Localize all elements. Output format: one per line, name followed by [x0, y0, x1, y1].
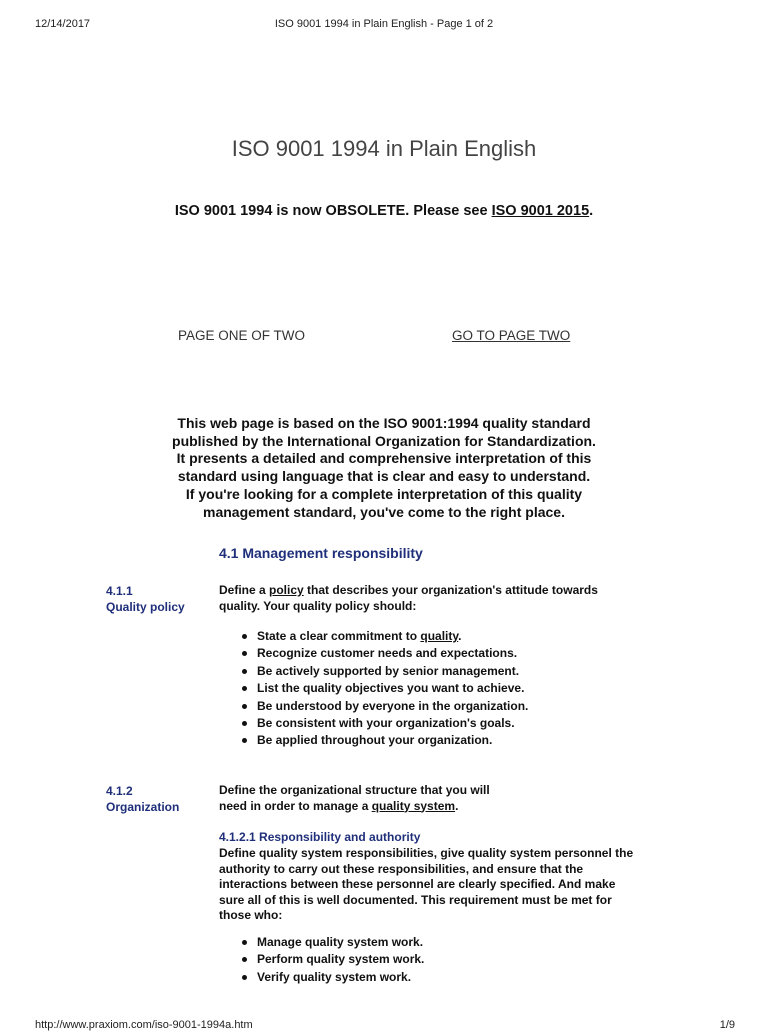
responsibility-list: [240, 934, 424, 986]
intro-line: This web page is based on the ISO 9001:1994 quality standard: [177, 415, 591, 431]
intro-paragraph: [134, 415, 634, 521]
quality-policy-list: [240, 628, 528, 750]
clause-text: .: [455, 798, 459, 813]
clause-text: Define the organizational structure that you will need in order to manage a: [219, 783, 490, 813]
clause-number: 4.1.1: [106, 584, 133, 598]
obsolete-notice-end: .: [589, 203, 594, 219]
intro-line: management standard, you've come to the right place.: [203, 503, 565, 520]
print-title: ISO 9001 1994 in Plain English - Page 1 of 2: [274, 18, 494, 30]
clause-name: Organization: [106, 800, 180, 814]
list-item: Be consistent with your organization's goals.: [240, 715, 528, 732]
quality-link[interactable]: quality: [420, 629, 459, 643]
go-to-page-two-link[interactable]: GO TO PAGE TWO: [452, 328, 571, 343]
list-item: List the quality objectives you want to achieve.: [240, 680, 528, 697]
quality-system-link[interactable]: quality system: [371, 798, 456, 813]
list-item-text: State a clear commitment to: [257, 629, 421, 643]
intro-line: It presents a detailed and comprehensive interpretation of this: [176, 450, 592, 467]
obsolete-notice-text: ISO 9001 1994 is now OBSOLETE. Please see: [174, 203, 492, 219]
clause-4-1-2-label: [106, 783, 179, 815]
list-item: Manage quality system work.: [240, 934, 424, 951]
section-heading: 4.1 Management responsibility: [219, 545, 423, 561]
list-item: Be applied throughout your organization.: [240, 732, 528, 749]
list-item: Perform quality system work.: [240, 951, 424, 968]
clause-4-1-1-label: [106, 583, 185, 615]
list-item-end: .: [458, 629, 462, 643]
intro-line: If you're looking for a complete interpretation of this quality: [185, 485, 583, 502]
policy-link[interactable]: policy: [269, 583, 304, 597]
subclause-heading: 4.1.2.1 Responsibility and authority: [219, 830, 421, 844]
intro-line: published by the International Organization for Standardization.: [172, 432, 596, 449]
list-item: Be understood by everyone in the organization.: [240, 698, 528, 715]
iso-9001-2015-link[interactable]: ISO 9001 2015: [491, 203, 590, 219]
clause-text: that describes your organization's attitude towards quality. Your quality policy should:: [219, 583, 598, 613]
clause-4-1-1-text: [219, 583, 639, 614]
clause-text: Define a: [219, 583, 270, 597]
list-item: Be actively supported by senior management.: [240, 663, 528, 680]
page-indicator: PAGE ONE OF TWO: [178, 328, 306, 343]
list-item: Verify quality system work.: [240, 969, 424, 986]
print-page-number: 1/9: [719, 1019, 735, 1031]
clause-name: Quality policy: [106, 600, 185, 614]
list-item: [240, 628, 528, 645]
subclause-text: Define quality system responsibilities, give quality system personnel the authority to carry out these responsibilities, and ensure that the interactions between these personnel are clearly specified. And make sure all of this is well documented. This requirement must be met for those who:: [219, 846, 634, 922]
print-url: http://www.praxiom.com/iso-9001-1994a.htm: [35, 1019, 253, 1031]
list-item: Recognize customer needs and expectations.: [240, 645, 528, 662]
obsolete-notice: [0, 203, 768, 219]
clause-number: 4.1.2: [106, 784, 133, 798]
intro-line: standard using language that is clear and easy to understand.: [177, 468, 591, 485]
page-title: ISO 9001 1994 in Plain English: [231, 136, 537, 161]
clause-4-1-2-text: [219, 783, 519, 814]
print-date: 12/14/2017: [35, 18, 91, 30]
